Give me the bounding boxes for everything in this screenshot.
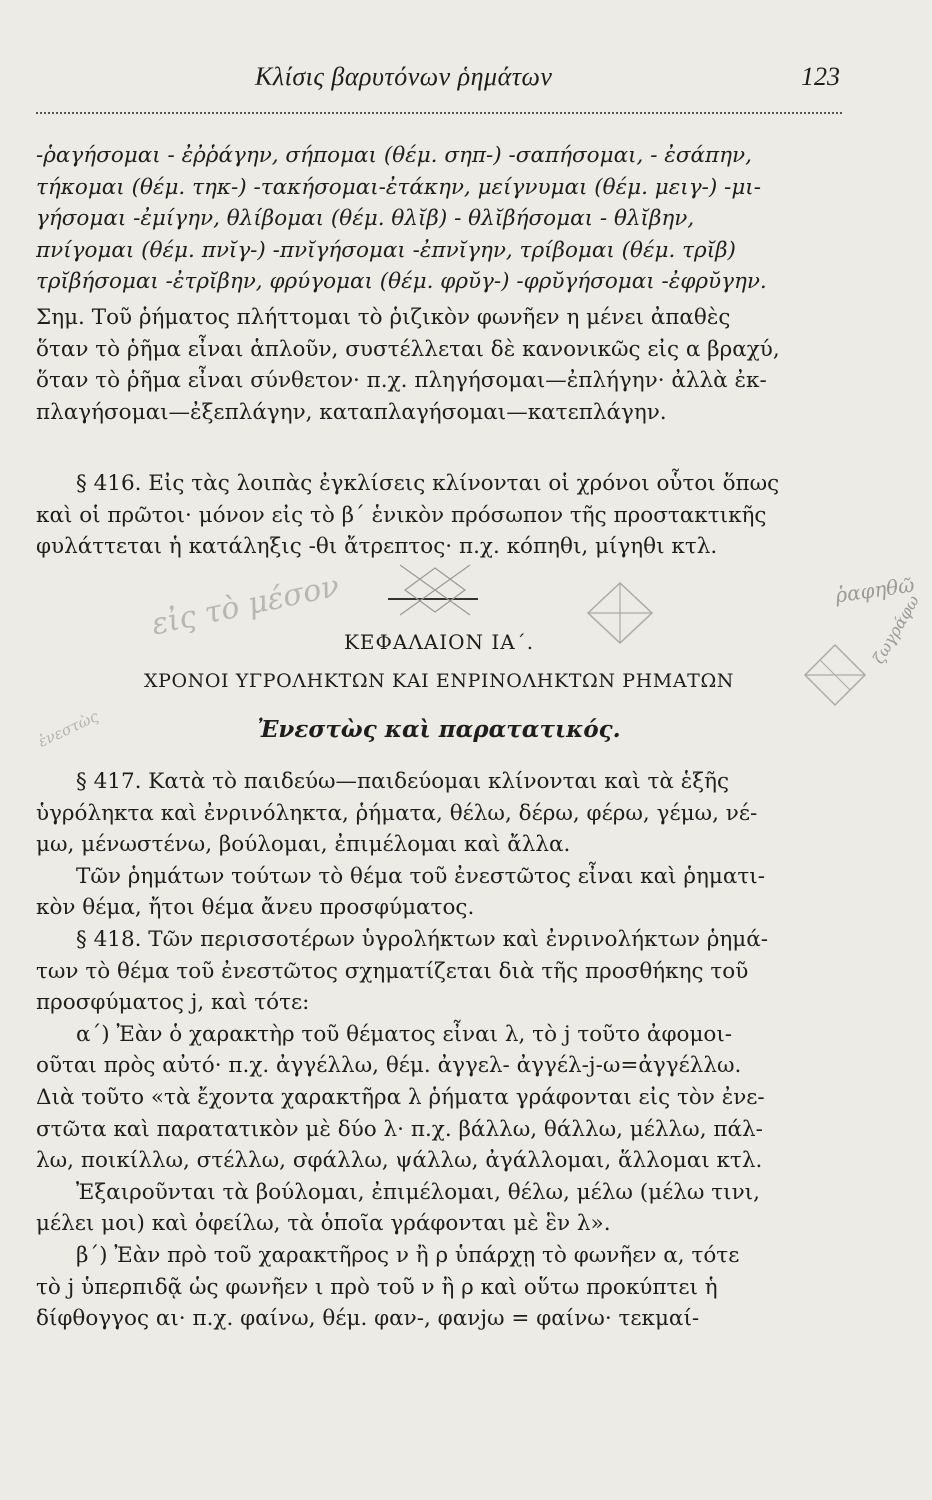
- chapter-label: ΚΕΦΑΛΑΙΟΝ ΙΑ΄.: [343, 630, 535, 654]
- text-line: των τὸ θέμα τοῦ ἐνεστῶτος σχηματίζεται διὰ τῆς προσθήκης τοῦ: [36, 958, 749, 984]
- text-line: προσφύματος j, καὶ τότε:: [36, 990, 310, 1016]
- header-dotted-rule: [36, 112, 842, 114]
- paragraph-b: [36, 1240, 842, 1335]
- text-line: § 416. Εἰς τὰς λοιπὰς ἐγκλίσεις κλίνονται οἱ χρόνοι οὗτοι ὅπως: [76, 471, 780, 496]
- text-line: τήκομαι (θέμ. τηκ-) -τακήσομαι-ἐτάκην, μείγνυμαι (θέμ. μειγ-) -μι-: [36, 174, 761, 200]
- paragraph-417-418: [36, 766, 842, 1240]
- text-line: γήσομαι -ἐμίγην, θλίβομαι (θέμ. θλῐβ) - θλῐβήσομαι - θλῐβην,: [36, 206, 695, 232]
- text-line: Σημ. Τοῦ ῥήματος πλήττομαι τὸ ῥιζικὸν φωνῆεν η μένει ἀπαθὲς: [36, 305, 731, 330]
- page-number: 123: [801, 62, 840, 91]
- text-line: μέλει μοι) καὶ ὀφείλω, τὰ ὁποῖα γράφονται μὲ ἓν λ».: [36, 1211, 611, 1237]
- text-line: τὸ j ὑπερπιδᾷ ὡς φωνῆεν ι πρὸ τοῦ ν ἢ ρ καὶ οὕτω προκύπτει ἡ: [36, 1274, 718, 1300]
- text-line: Διὰ τοῦτο «τὰ ἔχοντα χαρακτῆρα λ ῥήματα γράφονται εἰς τὸν ἐνε-: [36, 1084, 765, 1110]
- text-line: στῶτα καὶ παρατατικὸν μὲ δύο λ· π.χ. βάλλω, θάλλω, μέλλω, πάλ-: [36, 1116, 763, 1142]
- text-line: Ἐξαιροῦνται τὰ βούλομαι, ἐπιμέλομαι, θέλω, μέλω (μέλω τινι,: [76, 1179, 760, 1205]
- text-line: § 418. Τῶν περισσοτέρων ὑγρολήκτων καὶ ἐνρινολήκτων ῥημά-: [76, 926, 769, 952]
- text-line: καὶ οἱ πρῶτοι· μόνον εἰς τὸ β΄ ἑνικὸν πρόσωπον τῆς προστακτικῆς: [36, 502, 767, 528]
- text-line: ὅταν τὸ ῥῆμα εἶναι ἁπλοῦν, συστέλλεται δὲ κανονικῶς εἰς α βραχύ,: [36, 336, 780, 362]
- pencil-note-center: εἰς τὸ μέσον: [148, 568, 343, 643]
- text-line: μω, μένωστένω, βούλομαι, ἐπιμέλομαι καὶ ἄλλα.: [36, 832, 571, 858]
- pencil-note-right: ῥαφηθῶ: [833, 572, 916, 608]
- chapter-title: ΧΡΟΝΟΙ ΥΓΡΟΛΗΚΤΩΝ ΚΑΙ ΕΝΡΙΝΟΛΗΚΤΩΝ ΡΗΜΑΤΩΝ: [143, 670, 735, 692]
- pencil-sketch-diamond-icon: [800, 640, 870, 710]
- text-line: οῦται πρὸς αὐτό· π.χ. ἀγγέλλω, θέμ. ἀγγελ- ἀγγέλ-j-ω=ἀγγέλλω.: [36, 1053, 742, 1079]
- text-line: δίφθογγος αι· π.χ. φαίνω, θέμ. φαν-, φανjω = φαίνω· τεκμαί-: [36, 1306, 700, 1332]
- text-line: πνίγομαι (θέμ. πνῐγ-) -πνῐγήσομαι -ἐπνῐγην, τρίβομαι (θέμ. τρῐβ): [36, 237, 736, 263]
- text-line: κὸν θέμα, ἤτοι θέμα ἄνευ προσφύματος.: [36, 895, 475, 921]
- pencil-note-right-vertical: ζωγράφω: [868, 591, 924, 668]
- section-title: Ἐνεστὼς καὶ παρατατικός.: [257, 716, 621, 743]
- pencil-sketch-star-icon: [580, 578, 660, 648]
- paragraph-passive-future-list: [36, 140, 842, 298]
- text-line: φυλάττεται ἡ κατάληξις -θι ἄτρεπτος· π.χ. κόπηθι, μίγηθι κτλ.: [36, 534, 718, 560]
- text-line: β΄) Ἐὰν πρὸ τοῦ χαρακτῆρος ν ἢ ρ ὑπάρχῃ τὸ φωνῆεν α, τότε: [76, 1243, 740, 1268]
- text-line: πλαγήσομαι—ἐξεπλάγην, καταπλαγήσομαι—κατεπλάγην.: [36, 399, 667, 425]
- running-header-title: Κλίσις βαρυτόνων ῥημάτων: [255, 62, 553, 91]
- text-line: ὑγρόληκτα καὶ ἐνρινόληκτα, ῥήματα, θέλω, δέρω, φέρω, γέμω, νέ-: [36, 800, 758, 826]
- text-line: § 417. Κατὰ τὸ παιδεύω—παιδεύομαι κλίνονται καὶ τὰ ἑξῆς: [76, 769, 730, 794]
- paragraph-note: [36, 302, 842, 428]
- text-line: τρῐβήσομαι -ἐτρῐβην, φρύγομαι (θέμ. φρῠγ-) -φρῠγήσομαι -ἐφρῠγην.: [36, 269, 767, 295]
- pencil-note-left: ἐνεστὼς: [35, 707, 102, 751]
- text-line: ὅταν τὸ ῥῆμα εἶναι σύνθετον· π.χ. πληγήσομαι—ἐπλήγην· ἀλλὰ ἐκ-: [36, 368, 767, 394]
- paragraph-416: [36, 468, 842, 563]
- text-line: λω, ποικίλλω, στέλλω, σφάλλω, ψάλλω, ἀγάλλομαι, ἅλλομαι κτλ.: [36, 1148, 763, 1174]
- pencil-sketch-cross-icon: [395, 560, 475, 620]
- text-line: α΄) Ἐὰν ὁ χαρακτὴρ τοῦ θέματος εἶναι λ, τὸ j τοῦτο ἀφομοι-: [76, 1021, 733, 1047]
- text-line: -ῥαγήσομαι - ἐῤῥάγην, σήπομαι (θέμ. σηπ-) -σαπήσομαι, - ἐσάπην,: [36, 143, 752, 168]
- text-line: Τῶν ῥημάτων τούτων τὸ θέμα τοῦ ἐνεστῶτος εἶναι καὶ ῥηματι-: [76, 863, 765, 889]
